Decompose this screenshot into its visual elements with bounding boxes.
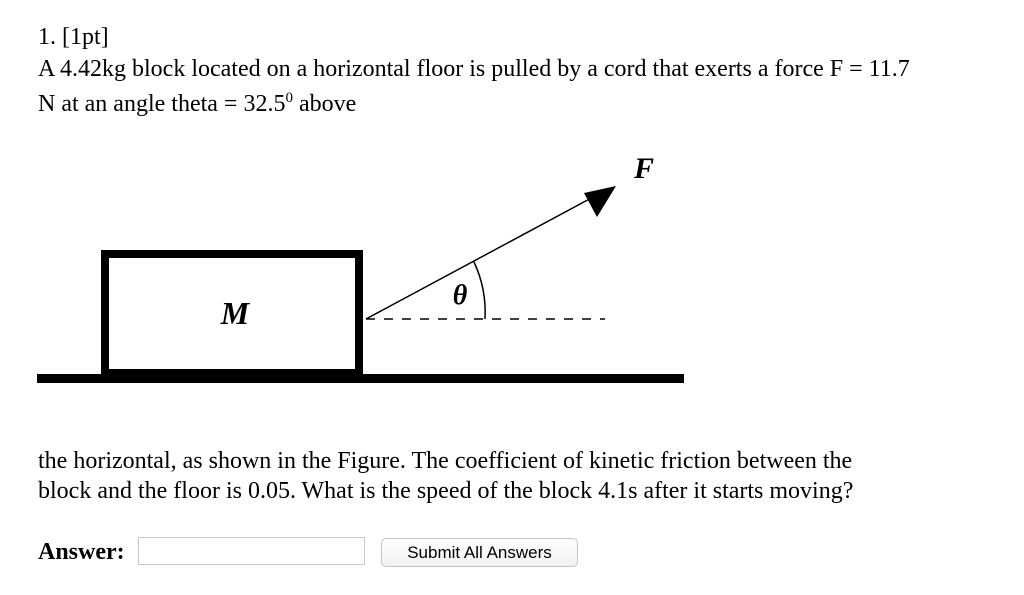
angle-label: θ <box>452 280 468 311</box>
question-text-line-4: block and the floor is 0.05. What is the speed of the block 4.1s after it starts moving? <box>38 478 854 504</box>
answer-label: Answer: <box>38 539 125 565</box>
question-text-line-1: A 4.42kg block located on a horizontal floor is pulled by a cord that exerts a force F = 11.7 <box>38 56 910 82</box>
question-text-line-2-suffix: above <box>292 91 357 117</box>
force-arrowhead-icon <box>584 186 616 217</box>
problem-number: 1. [1pt] <box>38 24 109 50</box>
angle-arc <box>474 262 485 319</box>
mass-label: M <box>220 295 250 331</box>
question-text-line-2 <box>38 89 356 119</box>
question-text-line-3: the horizontal, as shown in the Figure. The coefficient of kinetic friction between the <box>38 448 853 474</box>
question-text-line-2-prefix: N at an angle theta = 32.5 <box>38 91 286 117</box>
cord-line <box>366 196 595 319</box>
force-label: F <box>633 152 655 185</box>
submit-all-answers-button[interactable]: Submit All Answers <box>381 538 578 567</box>
degree-superscript: 0 <box>285 90 293 106</box>
answer-input[interactable] <box>138 537 365 565</box>
physics-figure <box>0 140 720 400</box>
